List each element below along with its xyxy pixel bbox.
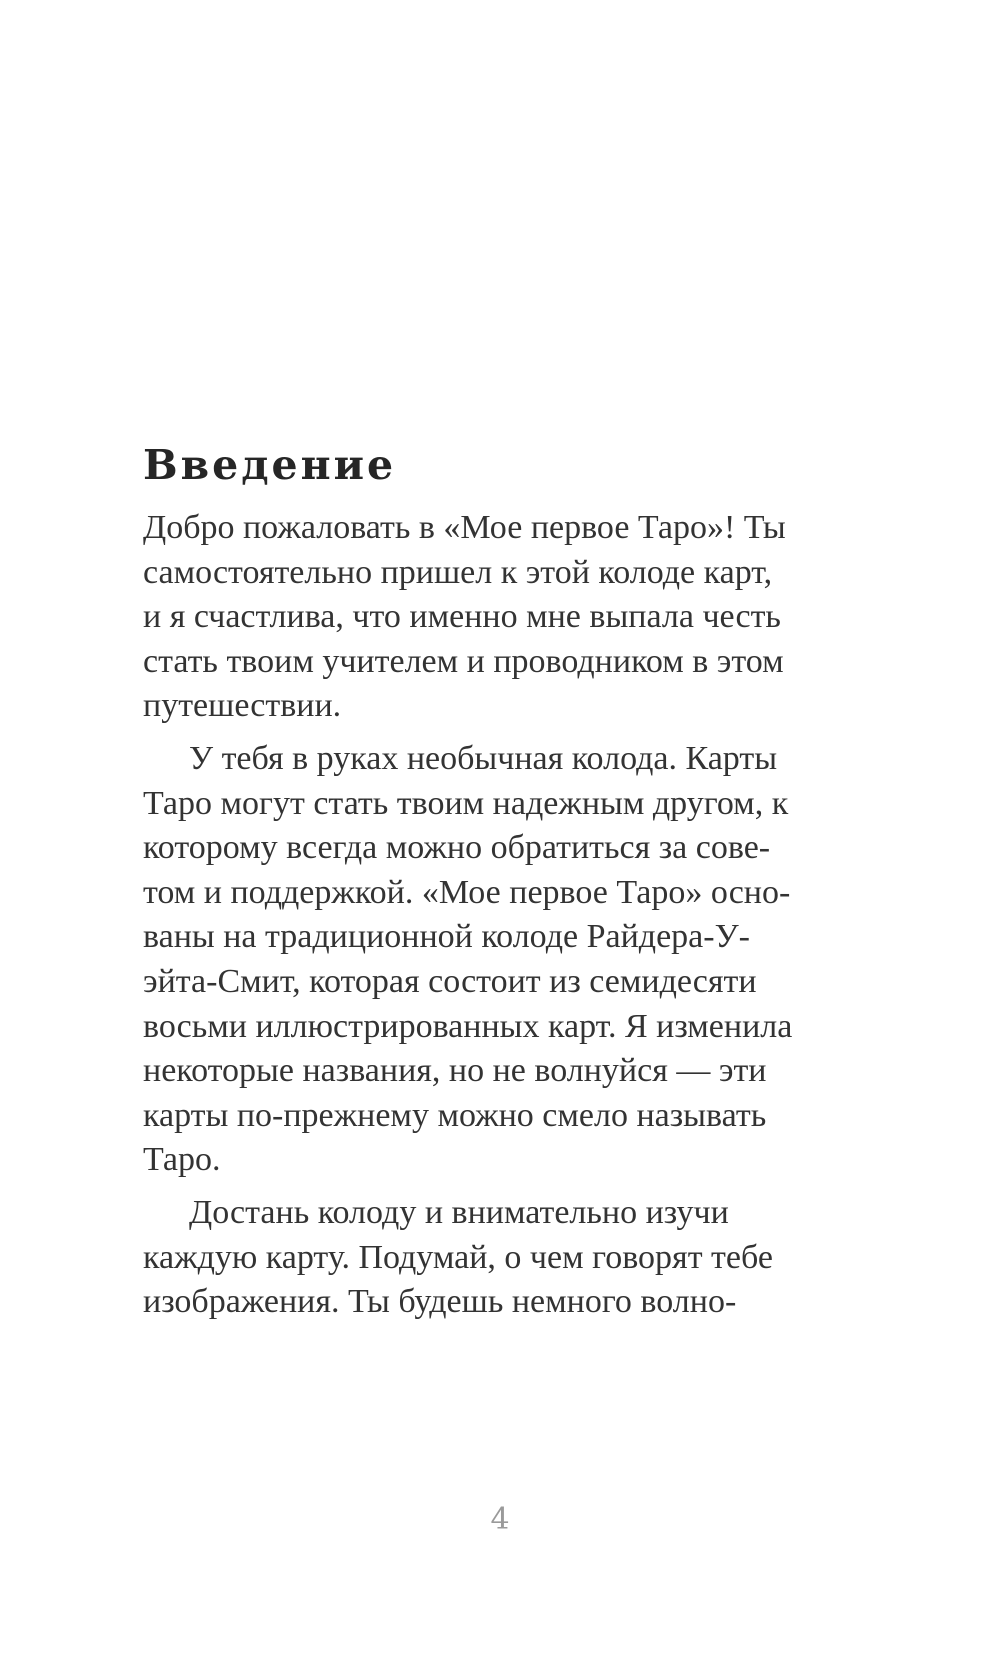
text-line: эйта-Смит, которая состоит из семидесяти <box>143 962 757 1000</box>
text-line: У тебя в руках необычная колода. Карты <box>189 739 778 777</box>
text-line: некоторые названия, но не волнуйся — эти <box>143 1052 767 1090</box>
text-line: ваны на традиционной колоде Райдера-У- <box>143 918 750 956</box>
chapter-heading: Введение <box>143 441 397 489</box>
text-line: том и поддержкой. «Мое первое Таро» осно- <box>143 873 791 911</box>
paragraph-1 <box>143 506 885 729</box>
body-text <box>143 506 885 1325</box>
text-line: Добро пожаловать в «Мое первое Таро»! Ты <box>143 509 786 546</box>
text-line: изображения. Ты будешь немного волно- <box>143 1283 737 1321</box>
text-line: и я счастлива, что именно мне выпала честь <box>143 598 781 636</box>
text-line: Достань колоду и внимательно изучи <box>189 1193 729 1231</box>
text-line: путешествии. <box>143 687 342 725</box>
text-line: стать твоим учителем и проводником в этом <box>143 642 784 680</box>
text-line: каждую карту. Подумай, о чем говорят тебе <box>143 1238 773 1276</box>
page-number: 4 <box>490 1502 510 1537</box>
text-line: Таро могут стать твоим надежным другом, к <box>143 784 789 822</box>
text-line: карты по-прежнему можно смело называть <box>143 1096 767 1134</box>
paragraph-gap <box>143 1183 885 1191</box>
text-line: которому всегда можно обратиться за сове- <box>143 829 771 867</box>
paragraph-2 <box>143 737 885 1183</box>
text-line: восьми иллюстрированных карт. Я изменила <box>143 1007 793 1045</box>
text-line: Таро. <box>143 1141 221 1179</box>
paragraph-3 <box>143 1191 885 1325</box>
paragraph-gap <box>143 729 885 737</box>
text-line: самостоятельно пришел к этой колоде карт, <box>143 553 773 591</box>
